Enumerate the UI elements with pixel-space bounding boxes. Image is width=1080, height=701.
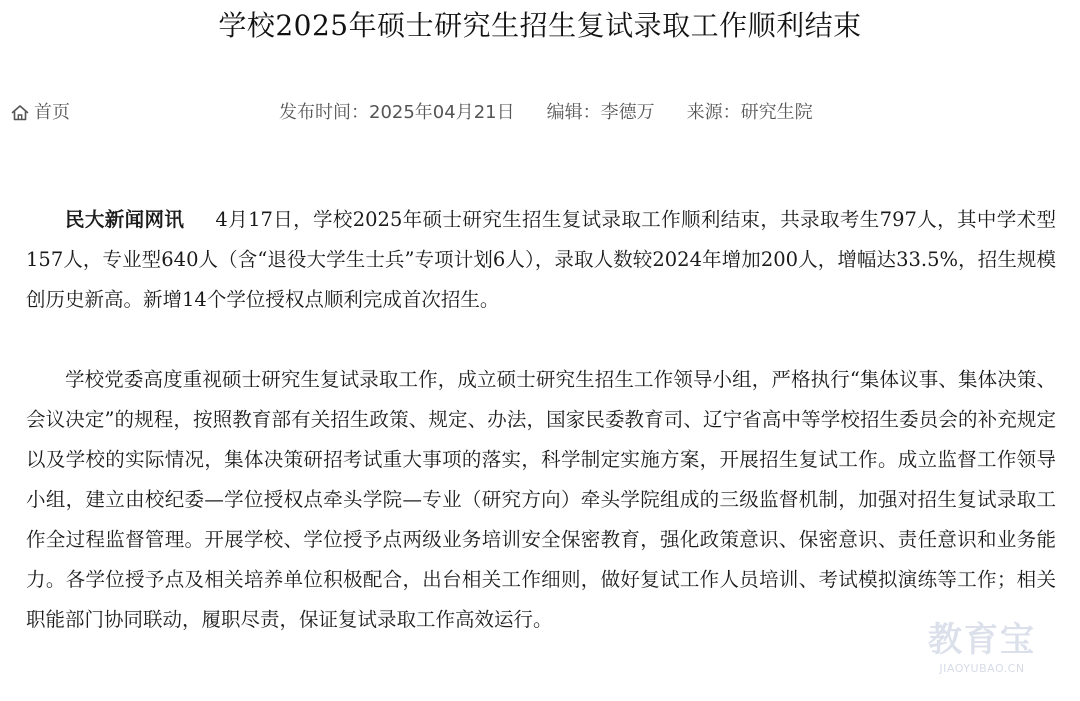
- article-meta-info: [279, 98, 813, 128]
- article-source: 来源：研究生院: [686, 102, 813, 123]
- watermark-url: JIAOYUBAO.CN: [939, 662, 1025, 675]
- publish-time: 发布时间：2025年04月21日: [279, 102, 515, 123]
- watermark-logo-text: 教育宝: [928, 620, 1036, 660]
- article-body: [26, 200, 1056, 640]
- home-icon: [10, 103, 30, 123]
- home-link-label: 首页: [34, 102, 70, 123]
- news-dateline: 民大新闻网讯: [65, 208, 185, 231]
- home-link[interactable]: [10, 98, 70, 128]
- article-paragraph-1: [26, 200, 1056, 320]
- paragraph-2-text: 学校党委高度重视硕士研究生复试录取工作，成立硕士研究生招生工作领导小组，严格执行“集体议事、集体决策、会议决定”的规程，按照教育部有关招生政策、规定、办法，国家民委教育司、辽宁省高中等学校招生委员会的补充规定以及学校的实际情况，集体决策研招考试重大事项的落实，科学制定实施方案，开展招生复试工作。成立监督工作领导小组，建立由校纪委—学位授权点牵头学院—专业（研究方向）牵头学院组成的三级监督机制，加强对招生复试录取工作全过程监督管理。开展学校、学位授予点两级业务培训安全保密教育，强化政策意识、保密意识、责任意识和业务能力。各学位授予点及相关培养单位积极配合，出台相关工作细则，做好复试工作人员培训、考试模拟演练等工作；相关职能部门协同联动，履职尽责，保证复试录取工作高效运行。: [26, 368, 1056, 631]
- article-paragraph-2: [26, 360, 1056, 640]
- editor-name: 编辑：李德万: [546, 102, 655, 123]
- article-meta-bar: [0, 98, 1080, 128]
- paragraph-1-text: 4月17日，学校2025年硕士研究生招生复试录取工作顺利结束，共录取考生797人，其中学术型157人，专业型640人（含“退役大学生士兵”专项计划6人），录取人数较2024年增加200人，增幅达33.5%，招生规模创历史新高。新增14个学位授权点顺利完成首次招生。: [26, 208, 1056, 311]
- article-title: 学校2025年硕士研究生招生复试录取工作顺利结束: [218, 9, 862, 42]
